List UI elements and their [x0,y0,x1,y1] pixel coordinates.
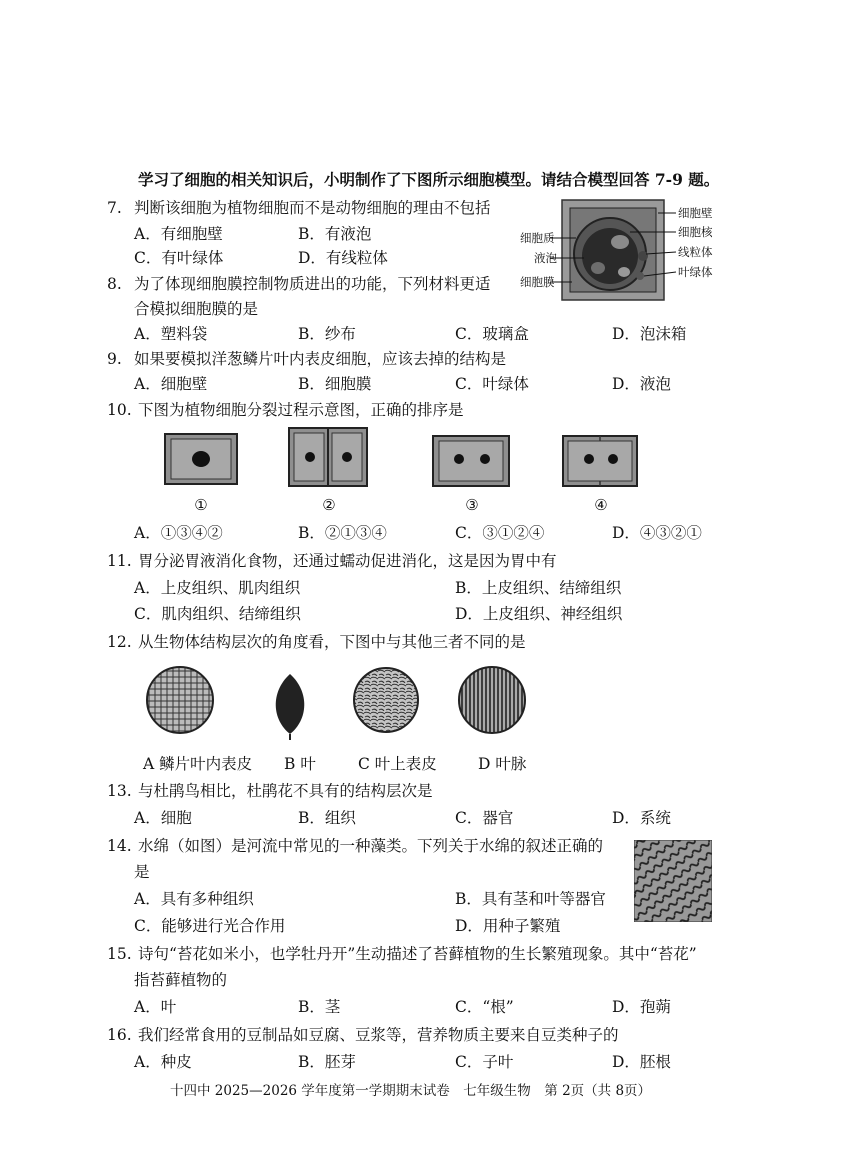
figure-label-3: ③ [465,496,479,514]
figure-label-2: ② [322,496,336,514]
question-8-option-c: C．玻璃盒 [455,325,529,343]
figure-a-inner-epidermis [147,667,213,733]
question-7-option-a: A．有细胞壁 [134,225,223,243]
cell-division-figures [155,424,655,490]
question-13-option-b: B．组织 [298,809,356,827]
question-16-number: 16. [107,1026,132,1044]
division-stage-2 [289,428,367,486]
question-11-option-a: A．上皮组织、肌肉组织 [134,579,301,597]
question-7-stem: 判断该细胞为植物细胞而不是动物细胞的理由不包括 [134,199,491,217]
question-15-stem: 诗句“苔花如米小，也学牡丹开”生动描述了苔藓植物的生长繁殖现象。其中“苔花” [138,945,697,963]
question-10-number: 10. [107,401,132,419]
question-10-option-a: A．①③④② [134,524,223,542]
question-10-option-b: B．②①③④ [298,524,387,542]
question-16-option-a: A．种皮 [134,1053,192,1071]
structure-level-figures [140,662,540,742]
label-vacuole: 液泡 [534,251,557,265]
figure-label-4: ④ [594,496,608,514]
figure-b-leaf [276,674,305,740]
question-8-option-d: D．泡沫箱 [612,325,687,343]
figure-label-a: A 鳞片叶内表皮 [143,755,253,773]
question-14-number: 14. [107,837,132,855]
question-14-stem: 水绵（如图）是河流中常见的一种藻类。下列关于水绵的叙述正确的 [138,837,604,855]
label-cell-wall: 细胞壁 [678,206,713,220]
figure-label-c: C 叶上表皮 [358,755,437,773]
question-13-option-a: A．细胞 [134,809,192,827]
question-11-number: 11. [107,552,132,570]
question-13-stem: 与杜鹃鸟相比，杜鹃花不具有的结构层次是 [138,782,433,800]
figure-c-upper-epidermis [354,668,418,732]
question-16-option-c: C．子叶 [455,1053,514,1071]
question-10-option-c: C．③①②④ [455,524,545,542]
question-9-option-a: A．细胞壁 [134,375,208,393]
division-stage-1 [165,434,237,484]
division-stage-4 [563,436,637,486]
question-15-option-c: C．“根” [455,998,514,1016]
question-16-option-d: D．胚根 [612,1053,671,1071]
question-14-option-b: B．具有茎和叶等器官 [455,890,606,908]
question-11-stem: 胃分泌胃液消化食物，还通过蠕动促进消化，这是因为胃中有 [138,552,557,570]
label-nucleus: 细胞核 [678,225,713,239]
question-10-option-d: D．④③②① [612,524,702,542]
question-14-option-d: D．用种子繁殖 [455,917,561,935]
question-11-option-d: D．上皮组织、神经组织 [455,605,623,623]
question-10-stem: 下图为植物细胞分裂过程示意图，正确的排序是 [138,401,464,419]
question-15-stem-continued: 指苔藓植物的 [134,971,228,989]
section-intro: 学习了细胞的相关知识后，小明制作了下图所示细胞模型。请结合模型回答 7-9 题。 [138,170,720,189]
label-chloroplast: 叶绿体 [678,265,713,279]
question-13-option-c: C．器官 [455,809,514,827]
label-cytoplasm: 细胞质 [520,231,555,245]
question-15-option-a: A．叶 [134,998,177,1016]
question-8-number: 8. [107,275,122,293]
question-9-option-b: B．细胞膜 [298,375,372,393]
question-8-stem: 为了体现细胞膜控制物质进出的功能，下列材料更适 [134,275,491,293]
division-stage-3 [433,436,509,486]
question-8-stem-continued: 合模拟细胞膜的是 [134,300,259,318]
question-12-number: 12. [107,633,132,651]
question-14-option-c: C．能够进行光合作用 [134,917,286,935]
question-8-option-a: A．塑料袋 [134,325,208,343]
figure-label-b: B 叶 [284,755,316,773]
question-7-option-d: D．有线粒体 [298,249,388,267]
question-16-option-b: B．胚芽 [298,1053,356,1071]
question-9-option-d: D．液泡 [612,375,671,393]
question-9-number: 9. [107,350,122,368]
figure-label-1: ① [194,496,208,514]
cell-model-figure [520,198,730,304]
question-11-option-c: C．肌肉组织、结缔组织 [134,605,301,623]
question-16-stem: 我们经常食用的豆制品如豆腐、豆浆等，营养物质主要来自豆类种子的 [138,1026,619,1044]
figure-d-leaf-vein [459,667,525,733]
spirogyra-figure [634,840,712,922]
question-14-option-a: A．具有多种组织 [134,890,254,908]
question-15-option-b: B．茎 [298,998,341,1016]
page-footer: 十四中 2025—2026 学年度第一学期期末试卷 七年级生物 第 2页（共 8页） [170,1083,652,1099]
question-13-option-d: D．系统 [612,809,671,827]
question-7-number: 7. [107,199,122,217]
figure-label-d: D 叶脉 [478,755,527,773]
question-8-option-b: B．纱布 [298,325,356,343]
question-15-option-d: D．孢蒴 [612,998,671,1016]
question-9-option-c: C．叶绿体 [455,375,529,393]
question-7-option-b: B．有液泡 [298,225,372,243]
question-7-option-c: C．有叶绿体 [134,249,224,267]
question-12-stem: 从生物体结构层次的角度看，下图中与其他三者不同的是 [138,633,526,651]
question-15-number: 15. [107,945,132,963]
question-13-number: 13. [107,782,132,800]
question-9-stem: 如果要模拟洋葱鳞片叶内表皮细胞，应该去掉的结构是 [134,350,507,368]
question-11-option-b: B．上皮组织、结缔组织 [455,579,622,597]
label-cell-membrane: 细胞膜 [520,275,555,289]
label-mitochondria: 线粒体 [678,245,713,259]
question-14-stem-continued: 是 [134,863,150,881]
